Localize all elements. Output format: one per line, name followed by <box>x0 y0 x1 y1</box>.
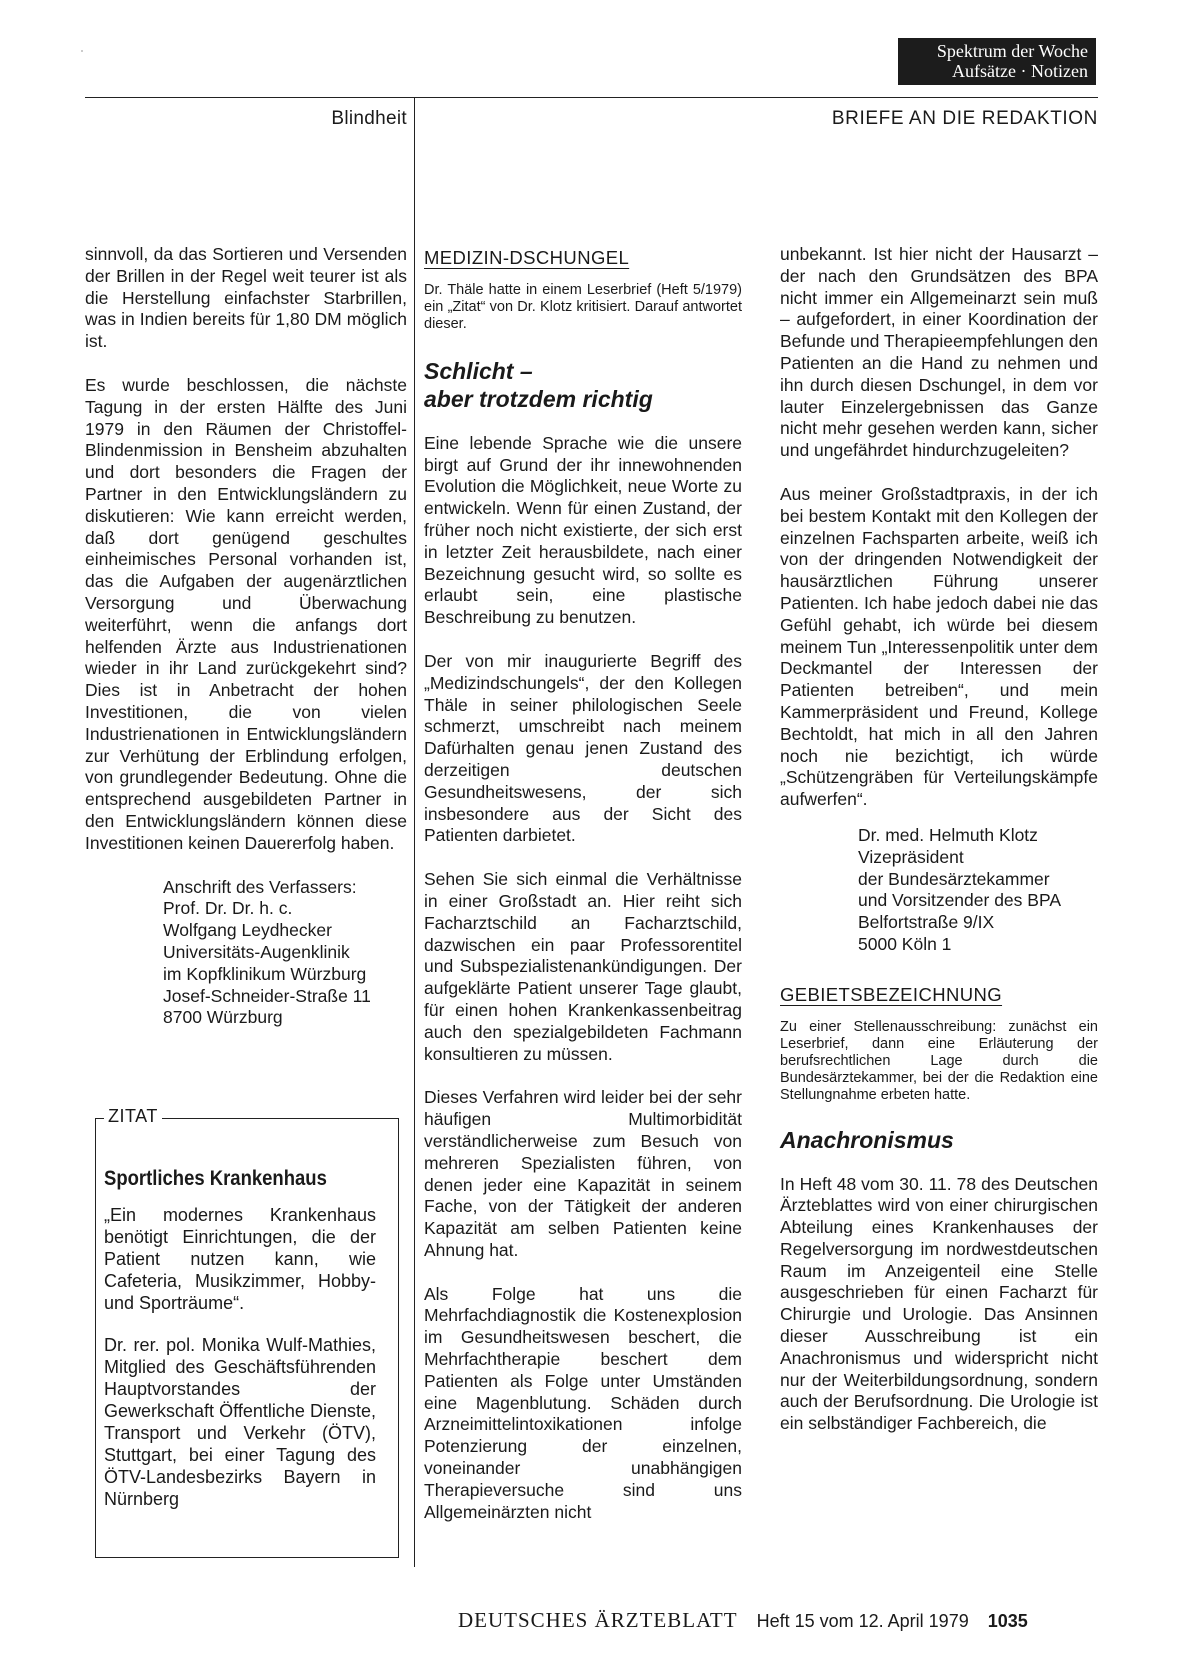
page-number: 1035 <box>987 1611 1028 1631</box>
col3-intro: Zu einer Stellenausschreibung: zunächst ein Leserbrief, dann eine Erläuterung der berufsrechtlichen Lage durch die Bundesärztekammer, bei der die Redaktion eine Stellungnahme erbeten hatte. <box>780 1018 1098 1103</box>
page-footer <box>458 1608 1098 1633</box>
zitat-label: ZITAT <box>104 1106 162 1127</box>
col2-intro: Dr. Thäle hatte in einem Leserbrief (Heft 5/1979) ein „Zitat“ von Dr. Klotz kritisiert. Darauf antwortet dieser. <box>424 281 742 332</box>
col1-paragraph: Es wurde beschlossen, die nächste Tagung in der ersten Hälfte des Juni 1979 in den Räumen der Christoffel-Blindenmission in Bensheim abzuhalten und dort besonders die Fragen der Partner in den Entwicklungsländern zu diskutieren: Wie kann erreicht werden, daß dort genügend geschultes einheimisches Personal vorhanden ist, das die Aufgaben der augenärztlichen Versorgung und Überwachung weiterführt, wenn die anfangs dort helfenden Ärzte aus Industrienationen wieder in ihr Land zurückgekehrt sind? Dies ist in Anbetracht der hohen Investitionen, die von vielen Industrienationen in Entwicklungsländern zur Verhütung der Erblindung erfolgen, von grundlegender Bedeutung. Ohne die entsprechend ausgebildeten Partner in den Entwicklungsländern können diese Investitionen keinen Dauererfolg haben. <box>85 374 407 853</box>
article-headline <box>424 357 742 413</box>
column-1 <box>85 244 407 1029</box>
signature-line: Belfortstraße 9/IX <box>858 912 995 933</box>
author-address <box>163 877 407 1030</box>
address-line: Prof. Dr. Dr. h. c. <box>163 898 293 919</box>
address-line: Anschrift des Verfassers: <box>163 876 357 897</box>
signature-line: 5000 Köln 1 <box>858 933 952 954</box>
column-2 <box>424 247 742 1523</box>
column-3 <box>780 244 1098 1435</box>
signature-line: und Vorsitzender des BPA <box>858 890 1061 911</box>
address-line: Wolfgang Leydhecker <box>163 920 332 941</box>
headline-line-1: Schlicht – <box>424 357 533 384</box>
running-head-right: BRIEFE AN DIE REDAKTION <box>831 108 1098 129</box>
issue-info: Heft 15 vom 12. April 1979 <box>756 1611 969 1631</box>
signature-line: Dr. med. Helmuth Klotz <box>858 824 1038 845</box>
section-heading-medizin-dschungel: MEDIZIN-DSCHUNGEL <box>424 247 630 268</box>
col3-paragraph: In Heft 48 vom 30. 11. 78 des Deutschen Ärzteblattes wird von einer chirurgischen Abteilung eines Krankenhauses der Regelversorgung im nordwestdeutschen Raum im Anzeigenteil eine Stelle ausgeschrieben für einen Facharzt für Chirurgie und Urologie. Das Ansinnen dieser Ausschreibung ist ein Anachronismus und widerspricht nicht nur der Weiterbildungsordnung, sondern auch der Berufsordnung. Die Urologie ist ein selbständiger Fachbereich, die <box>780 1173 1098 1434</box>
signature-line: Vizepräsident <box>858 846 964 867</box>
running-head-left: Blindheit <box>331 108 407 129</box>
col2-paragraph: Dieses Verfahren wird leider bei der sehr häufigen Multimorbidität verständlicherweise zum Besuch von mehreren Spezialisten führen, von denen jeder eine Kapazität in seinem Fache, von der Tätigkeit der anderen Kapazität am selben Patienten keine Ahnung hat. <box>424 1087 742 1260</box>
zitat-title: Sportliches Krankenhaus <box>104 1167 327 1190</box>
col3-paragraph: unbekannt. Ist hier nicht der Hausarzt – der nach den Grundsätzen des BPA nicht immer ein Allgemeinarzt sein muß – aufgefordert, in einer Koordination der Befunde und Therapieempfehlungen den Patienten an die Hand zu nehmen und ihn durch diesen Dschungel, in dem vor lauter Einzelergebnissen das Ganze nicht mehr gesehen werden kann, sicher und ungefährdet hindurchzugeleiten? <box>780 244 1098 461</box>
zitat-content <box>104 1168 376 1510</box>
header-rule <box>85 97 1098 98</box>
signature-line: der Bundesärztekammer <box>858 868 1050 889</box>
col2-paragraph: Der von mir inaugurierte Begriff des „Medizindschungels“, der den Kollegen Thäle in seiner philologischen Seele schmerzt, umschreibt nach meinem Dafürhalten genau jenen Zustand des derzeitigen deutschen Gesundheitswesens, der sich insbesondere aus der Sicht des Patienten darbietet. <box>424 650 742 846</box>
col3-paragraph: Aus meiner Großstadtpraxis, in der ich bei bestem Kontakt mit den Kollegen der einzelnen Fachsparten arbeite, weiß ich von der dringenden Notwendigkeit der hausärztlichen Führung unserer Patienten. Ich habe jedoch dabei nie das Gefühl gehabt, ich würde bei diesem meinem Tun „Interessenpolitik unter dem Deckmantel der Interessen der Patienten betreiben“, und mein Kammerpräsident und Freund, Kollege Bechtoldt, hat mich in all den Jahren noch nie bezichtigt, ich würde „Schützengräben für Verteilungskämpfe aufwerfen“. <box>780 483 1098 810</box>
address-line: Universitäts-Augenklinik <box>163 941 350 962</box>
col1-paragraph: sinnvoll, da das Sortieren und Versenden der Brillen in der Regel weit teurer ist als die Herstellung einfachster Starbrillen, was in Indien bereits für 1,80 DM möglich ist. <box>85 244 407 352</box>
address-line: 8700 Würzburg <box>163 1007 283 1028</box>
article-headline-anachronismus: Anachronismus <box>780 1126 954 1153</box>
section-heading-gebietsbezeichnung: GEBIETSBEZEICHNUNG <box>780 983 1003 1005</box>
badge-line-1: Spektrum der Woche <box>936 41 1088 61</box>
section-badge <box>898 38 1096 85</box>
journal-name: DEUTSCHES ÄRZTEBLATT <box>458 1608 738 1632</box>
badge-line-2: Aufsätze · Notizen <box>952 61 1088 81</box>
letter-signature <box>858 825 1098 956</box>
col2-paragraph: Eine lebende Sprache wie die unsere birgt auf Grund der ihr innewohnenden Evolution die Möglichkeit, neue Worte zu entwickeln. Wenn für einen Zustand, der früher noch nicht existierte, der sich erst in letzter Zeit herausbildete, nach einer Bezeichnung gesucht wird, so sollte es erlaubt sein, eine plastische Beschreibung zu benutzen. <box>424 432 742 628</box>
col2-paragraph: Als Folge hat uns die Mehrfachdiagnostik die Kostenexplosion im Gesundheitswesen beschert, die Mehrfachtherapie beschert dem Patienten als Folge unter Umständen eine Magenblutung. Schäden durch Arzneimittelintoxikationen infolge Potenzierung der einzelnen, voneinander unabhängigen Therapieversuche sind uns Allgemeinärzten nicht <box>424 1283 742 1522</box>
address-line: Josef-Schneider-Straße 11 <box>163 985 371 1006</box>
address-line: im Kopfklinikum Würzburg <box>163 963 367 984</box>
scan-speck <box>81 50 83 52</box>
zitat-quote: „Ein modernes Krankenhaus benötigt Einrichtungen, die der Patient nutzen kann, wie Cafeteria, Musikzimmer, Hobby- und Sporträume“. <box>104 1205 376 1313</box>
zitat-source: Dr. rer. pol. Monika Wulf-Mathies, Mitglied des Geschäftsführenden Hauptvorstandes der Gewerkschaft Öffentliche Dienste, Transport und Verkehr (ÖTV), Stuttgart, bei einer Tagung des ÖTV-Landesbezirks Bayern in Nürnberg <box>104 1335 376 1509</box>
column-divider <box>414 97 415 1567</box>
col2-paragraph: Sehen Sie sich einmal die Verhältnisse in einer Großstadt an. Hier reiht sich Facharztschild an Facharztschild, dazwischen ein paar Professorentitel und Subspezialistenankündigungen. Der aufgeklärte Patient unserer Tage glaubt, für einen hohen Krankenkassenbeitrag auch den spezialgebildeten Fachmann konsultieren zu müssen. <box>424 869 742 1064</box>
headline-line-2: aber trotzdem richtig <box>424 385 653 412</box>
